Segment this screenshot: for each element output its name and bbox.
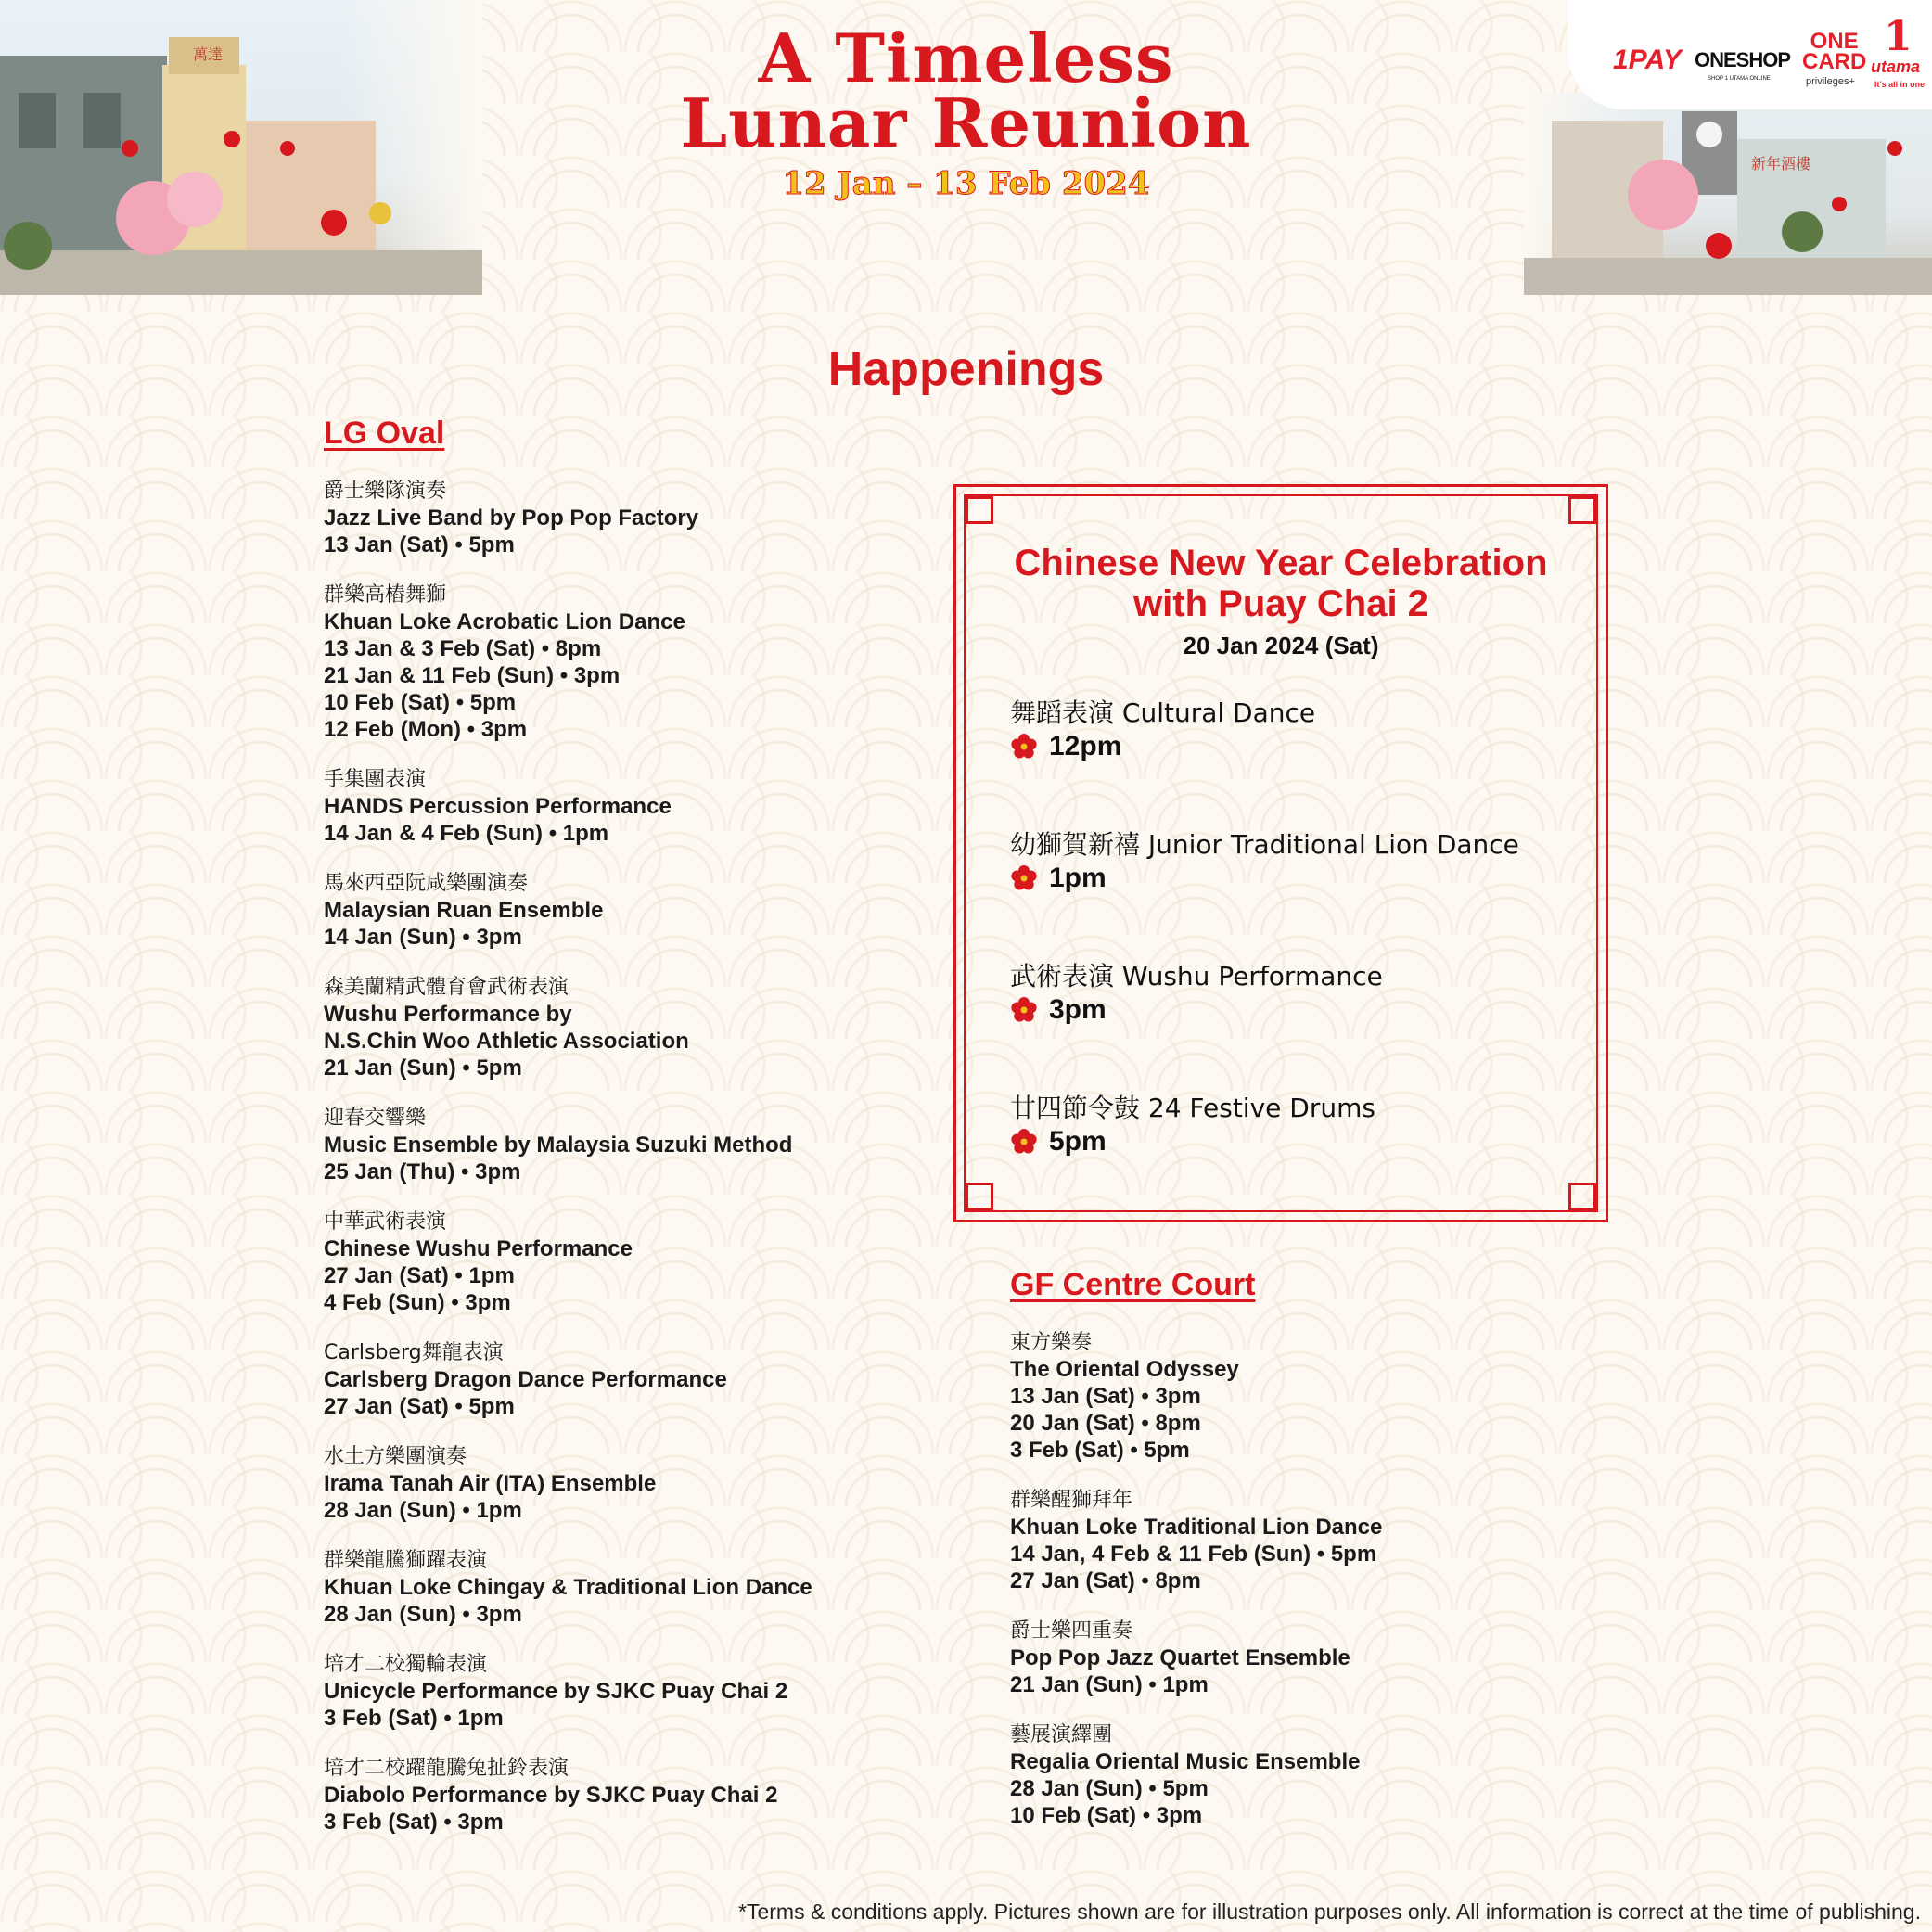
event-schedule: 21 Jan (Sun) • 1pm bbox=[1010, 1672, 1209, 1697]
event-schedule: 3 Feb (Sat) • 5pm bbox=[1010, 1438, 1190, 1463]
onecard-line-1: ONE bbox=[1810, 29, 1859, 54]
event-schedule: 4 Feb (Sun) • 3pm bbox=[324, 1290, 511, 1315]
event-schedule: 3 Feb (Sat) • 3pm bbox=[324, 1810, 504, 1835]
gf-centre-court-event-list bbox=[1010, 1329, 1604, 1852]
event-chinese-name: 培才二校獨輪表演 bbox=[324, 1653, 488, 1676]
event-chinese-name: 迎春交響樂 bbox=[324, 1107, 427, 1130]
event-english-name: Carlsberg Dragon Dance Performance bbox=[324, 1367, 727, 1392]
1utama-number-logo: 1 bbox=[1884, 13, 1913, 60]
frame-corner-ornament bbox=[953, 1174, 1002, 1222]
terms-footnote: *Terms & conditions apply. Pictures shown are for illustration purposes only. All information is correct at the time of publishing. bbox=[738, 1900, 1921, 1924]
event-item bbox=[1010, 1721, 1604, 1829]
event-english-name: The Oriental Odyssey bbox=[1010, 1357, 1239, 1382]
event-english-name: Khuan Loke Acrobatic Lion Dance bbox=[324, 609, 685, 634]
event-english-name: Music Ensemble by Malaysia Suzuki Method bbox=[324, 1132, 793, 1158]
event-chinese-name: 培才二校躍龍騰兔扯鈴表演 bbox=[324, 1757, 569, 1780]
lg-oval-event-list bbox=[324, 478, 917, 1859]
event-schedule: 13 Jan (Sat) • 3pm bbox=[1010, 1384, 1201, 1409]
event-item bbox=[1010, 1618, 1604, 1698]
event-chinese-name: Carlsberg舞龍表演 bbox=[324, 1341, 504, 1364]
event-item bbox=[1010, 1329, 1604, 1464]
street bbox=[0, 250, 482, 295]
program-time-row bbox=[1010, 862, 1585, 895]
event-chinese-name: 爵士樂隊演奏 bbox=[324, 480, 447, 503]
event-schedule: 14 Jan & 4 Feb (Sun) • 1pm bbox=[324, 821, 609, 846]
event-english-name: Jazz Live Band by Pop Pop Factory bbox=[324, 505, 699, 531]
plum-blossom-icon bbox=[1010, 733, 1038, 761]
event-date-range: 12 Jan – 13 Feb 2024 bbox=[782, 165, 1150, 202]
frame-corner-ornament bbox=[953, 484, 1002, 532]
sponsor-logos bbox=[1568, 0, 1932, 109]
lion-dancer bbox=[369, 202, 391, 224]
event-chinese-name: 手集團表演 bbox=[324, 768, 427, 791]
feature-program-item bbox=[1010, 1092, 1585, 1223]
event-chinese-name: 森美蘭精武體育會武術表演 bbox=[324, 976, 569, 999]
event-english-name: HANDS Percussion Performance bbox=[324, 794, 672, 819]
event-english-name: Diabolo Performance by SJKC Puay Chai 2 bbox=[324, 1783, 778, 1808]
street bbox=[1524, 258, 1932, 295]
feature-title-line-2: with Puay Chai 2 bbox=[1133, 583, 1428, 624]
event-item bbox=[324, 582, 917, 743]
program-name: 幼獅賀新禧 Junior Traditional Lion Dance bbox=[1010, 829, 1519, 860]
event-chinese-name: 群樂醒獅拜年 bbox=[1010, 1489, 1133, 1512]
plum-blossom-icon bbox=[1010, 996, 1038, 1024]
puay-chai-feature-box bbox=[953, 484, 1608, 1222]
lg-oval-title: LG Oval bbox=[324, 416, 445, 451]
feature-program-item bbox=[1010, 828, 1585, 960]
program-time-row bbox=[1010, 1125, 1585, 1158]
program-name: 武術表演 Wushu Performance bbox=[1010, 961, 1383, 992]
event-schedule: 3 Feb (Sat) • 1pm bbox=[324, 1706, 504, 1731]
onecard-privileges: privileges+ bbox=[1806, 76, 1855, 87]
1utama-logo: utama bbox=[1871, 58, 1921, 76]
program-time-row bbox=[1010, 730, 1585, 763]
event-chinese-name: 藝展演繹團 bbox=[1010, 1723, 1113, 1746]
onecard-line-2: CARD bbox=[1802, 49, 1867, 74]
1utama-tagline: It's all in one bbox=[1874, 80, 1926, 89]
1pay-logo: 1PAY bbox=[1613, 45, 1682, 75]
plum-blossom-icon bbox=[1010, 1128, 1038, 1156]
event-schedule: 10 Feb (Sat) • 3pm bbox=[1010, 1803, 1203, 1828]
event-chinese-name: 東方樂奏 bbox=[1010, 1331, 1093, 1354]
event-item bbox=[324, 1209, 917, 1316]
program-time-row bbox=[1010, 993, 1585, 1027]
event-schedule: 28 Jan (Sun) • 1pm bbox=[324, 1498, 522, 1523]
event-schedule: 13 Jan (Sat) • 5pm bbox=[324, 532, 515, 557]
event-chinese-name: 爵士樂四重奏 bbox=[1010, 1619, 1133, 1643]
event-chinese-name: 水土方樂團演奏 bbox=[324, 1445, 467, 1468]
event-schedule: 28 Jan (Sun) • 5pm bbox=[1010, 1776, 1209, 1801]
event-english-name: Regalia Oriental Music Ensemble bbox=[1010, 1749, 1361, 1774]
event-english-name: Chinese Wushu Performance bbox=[324, 1236, 633, 1261]
event-item bbox=[324, 1651, 917, 1732]
event-schedule: 13 Jan & 3 Feb (Sat) • 8pm bbox=[324, 636, 602, 661]
title-line-1: A Timeless bbox=[758, 19, 1174, 97]
event-item bbox=[324, 1755, 917, 1836]
event-english-name: N.S.Chin Woo Athletic Association bbox=[324, 1029, 689, 1054]
program-time: 1pm bbox=[1049, 863, 1107, 893]
event-item bbox=[324, 766, 917, 847]
event-item bbox=[1010, 1487, 1604, 1594]
frame-corner-ornament bbox=[1560, 484, 1608, 532]
program-time: 3pm bbox=[1049, 994, 1107, 1025]
event-english-name: Khuan Loke Chingay & Traditional Lion Dance bbox=[324, 1575, 812, 1600]
title-line-2: Lunar Reunion bbox=[680, 83, 1252, 162]
event-item bbox=[324, 870, 917, 951]
event-schedule: 27 Jan (Sat) • 1pm bbox=[324, 1263, 515, 1288]
shrub bbox=[4, 222, 52, 270]
event-chinese-name: 群樂龍騰獅躍表演 bbox=[324, 1549, 488, 1572]
onecard-logo bbox=[1802, 29, 1867, 74]
happenings-heading: Happenings bbox=[827, 342, 1105, 396]
event-item bbox=[324, 1339, 917, 1420]
event-schedule: 25 Jan (Thu) • 3pm bbox=[324, 1159, 521, 1184]
program-time: 12pm bbox=[1049, 731, 1122, 761]
feature-date: 20 Jan 2024 (Sat) bbox=[1183, 632, 1379, 659]
shrub bbox=[1782, 211, 1823, 252]
program-time: 5pm bbox=[1049, 1126, 1107, 1157]
event-english-name: Khuan Loke Traditional Lion Dance bbox=[1010, 1515, 1383, 1540]
program-name: 舞蹈表演 Cultural Dance bbox=[1010, 697, 1316, 728]
feature-program-list bbox=[1010, 697, 1585, 1223]
plum-blossom-icon bbox=[1010, 864, 1038, 892]
event-english-name: Malaysian Ruan Ensemble bbox=[324, 898, 604, 923]
feature-program-item bbox=[1010, 960, 1585, 1092]
event-english-name: Wushu Performance by bbox=[324, 1002, 572, 1027]
event-chinese-name: 群樂高樁舞獅 bbox=[324, 583, 447, 607]
program-name: 廿四節令鼓 24 Festive Drums bbox=[1010, 1093, 1375, 1123]
scene-left-sign: 萬達 bbox=[193, 45, 224, 63]
event-schedule: 27 Jan (Sat) • 8pm bbox=[1010, 1568, 1201, 1593]
event-english-name: Irama Tanah Air (ITA) Ensemble bbox=[324, 1471, 657, 1496]
event-schedule: 21 Jan & 11 Feb (Sun) • 3pm bbox=[324, 663, 621, 688]
event-schedule: 27 Jan (Sat) • 5pm bbox=[324, 1394, 515, 1419]
feature-title bbox=[956, 543, 1606, 624]
event-schedule: 20 Jan (Sat) • 8pm bbox=[1010, 1411, 1201, 1436]
event-item bbox=[324, 974, 917, 1081]
event-schedule: 10 Feb (Sat) • 5pm bbox=[324, 690, 517, 715]
event-item bbox=[324, 1547, 917, 1628]
event-item bbox=[324, 1105, 917, 1185]
oneshop-tagline: SHOP 1 UTAMA ONLINE bbox=[1708, 76, 1771, 82]
scene-right-sign: 新年酒樓 bbox=[1751, 155, 1811, 173]
event-english-name: Pop Pop Jazz Quartet Ensemble bbox=[1010, 1645, 1350, 1670]
event-english-name: Unicycle Performance by SJKC Puay Chai 2 bbox=[324, 1679, 788, 1704]
oneshop-logo: ONESHOP bbox=[1695, 48, 1791, 71]
event-schedule: 14 Jan, 4 Feb & 11 Feb (Sun) • 5pm bbox=[1010, 1542, 1377, 1567]
event-item bbox=[324, 478, 917, 558]
event-item bbox=[324, 1443, 917, 1524]
lion-dancer bbox=[321, 210, 347, 236]
event-schedule: 28 Jan (Sun) • 3pm bbox=[324, 1602, 522, 1627]
event-schedule: 12 Feb (Mon) • 3pm bbox=[324, 717, 528, 742]
event-chinese-name: 中華武術表演 bbox=[324, 1210, 447, 1234]
feature-program-item bbox=[1010, 697, 1585, 828]
event-schedule: 21 Jan (Sun) • 5pm bbox=[324, 1056, 522, 1081]
feature-title-line-1: Chinese New Year Celebration bbox=[1014, 543, 1548, 583]
event-schedule: 14 Jan (Sun) • 3pm bbox=[324, 925, 522, 950]
gf-centre-court-title: GF Centre Court bbox=[1010, 1267, 1256, 1302]
event-chinese-name: 馬來西亞阮咸樂團演奏 bbox=[324, 872, 529, 895]
header-banner bbox=[0, 0, 1932, 295]
lion-dancer bbox=[1706, 233, 1732, 259]
